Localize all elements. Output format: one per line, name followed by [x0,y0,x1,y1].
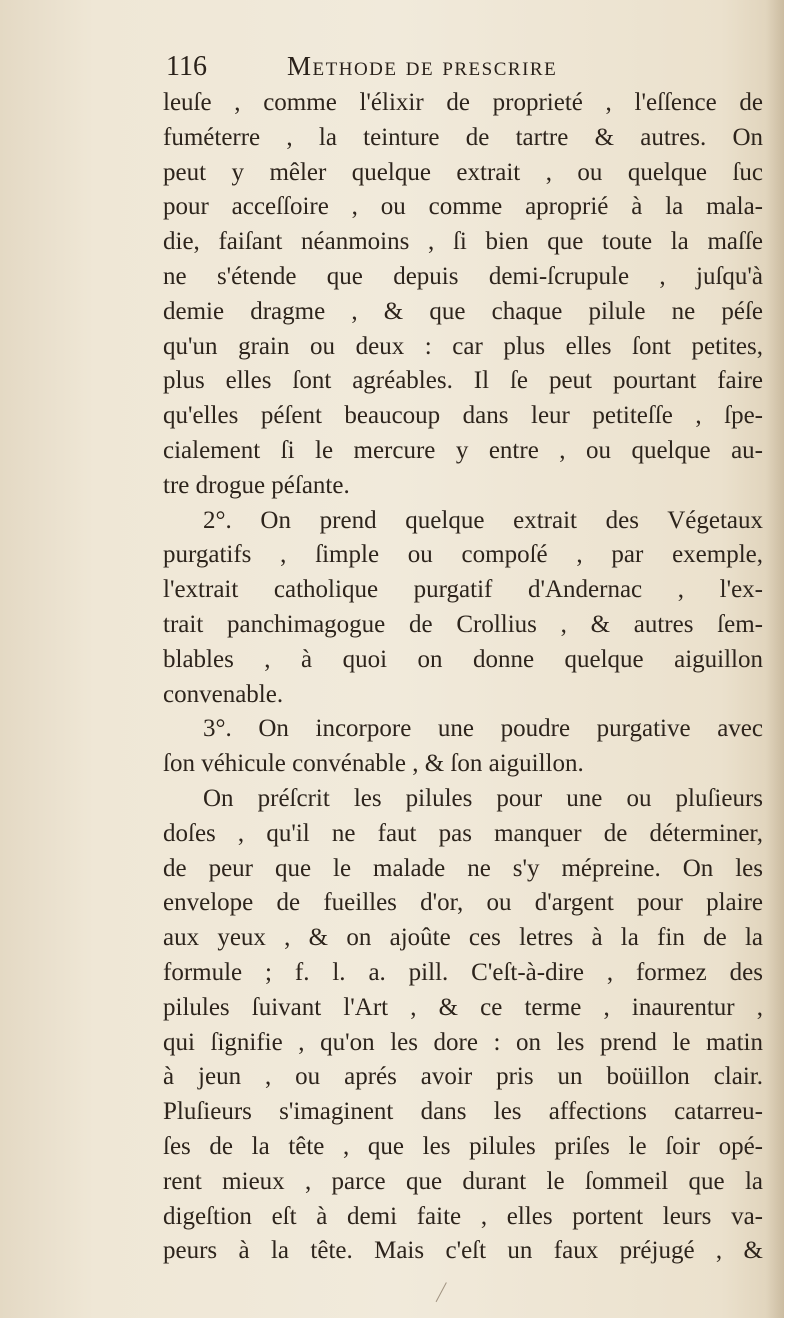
text-line: peurs à la tête. Mais c'eſt un faux préjugé , & [163,1237,763,1265]
page-gutter-shadow [766,0,784,1318]
text-line: convenable. [163,680,284,708]
body-text [163,86,763,1269]
text-line: doſes , qu'il ne faut pas manquer de déterminer, [163,819,763,847]
text-line: 2°. On prend quelque extrait des Végetaux [203,506,763,534]
text-line: tre drogue péſante. [163,471,350,499]
text-line: rent mieux , parce que durant le ſommeil que la [163,1167,763,1195]
text-line: pilules ſuivant l'Art , & ce terme , inaurentur , [163,993,763,1021]
text-line: cialement ſi le mercure y entre , ou quelque au- [163,436,763,464]
page-header [163,48,763,88]
text-line: qu'un grain ou deux : car plus elles ſont petites, [163,332,763,360]
page-number: 116 [166,51,207,82]
text-line: peut y mêler quelque extrait , ou quelque ſuc [163,158,763,186]
text-line: pour acceſſoire , ou comme aproprié à la mala- [163,193,763,221]
text-line: qu'elles péſent beaucoup dans leur petiteſſe , ſpe- [163,402,763,430]
text-line: leuſe , comme l'élixir de proprieté , l'eſſence de [163,89,763,116]
text-line: de peur que le malade ne s'y mépreine. On les [163,854,763,882]
text-line: die, faiſant néanmoins , ſi bien que toute la maſſe [163,228,763,256]
text-line: blables , à quoi on donne quelque aiguillon [163,645,763,673]
text-line: aux yeux , & on ajoûte ces letres à la fin de la [163,924,763,952]
text-line: envelope de fueilles d'or, ou d'argent pour plaire [163,889,763,917]
text-line: purgatifs , ſimple ou compoſé , par exemple, [163,541,763,569]
text-line: plus elles ſont agréables. Il ſe peut pourtant faire [163,367,763,395]
text-line: On préſcrit les pilules pour une ou pluſieurs [203,784,763,812]
text-line: ne s'étende que depuis demi-ſcrupule , juſqu'à [163,262,763,290]
paper-mark [436,1282,458,1308]
text-line: Pluſieurs s'imaginent dans les affections catarreu- [163,1098,763,1126]
text-line: ſes de la tête , que les pilules priſes le ſoir opé- [163,1132,763,1160]
text-line: digeſtion eſt à demi faite , elles portent leurs va- [163,1202,763,1230]
text-line: formule ; f. l. a. pill. C'eſt-à-dire , formez des [163,958,763,986]
text-line: demie dragme , & que chaque pilule ne péſe [163,297,763,325]
running-title: Methode de prescrire [287,51,558,81]
text-line: ſon véhicule convénable , & ſon aiguillon. [163,750,584,778]
text-line: fuméterre , la teinture de tartre & autres. On [163,123,763,151]
text-line: trait panchimagogue de Crollius , & autres ſem- [163,610,763,638]
text-line: qui ſignifie , qu'on les dore : on les prend le matin [163,1028,763,1056]
text-line: l'extrait catholique purgatif d'Andernac , l'ex- [163,576,763,604]
text-line: 3°. On incorpore une poudre purgative avec [203,715,763,743]
text-line: à jeun , ou aprés avoir pris un boüillon clair. [163,1063,763,1091]
